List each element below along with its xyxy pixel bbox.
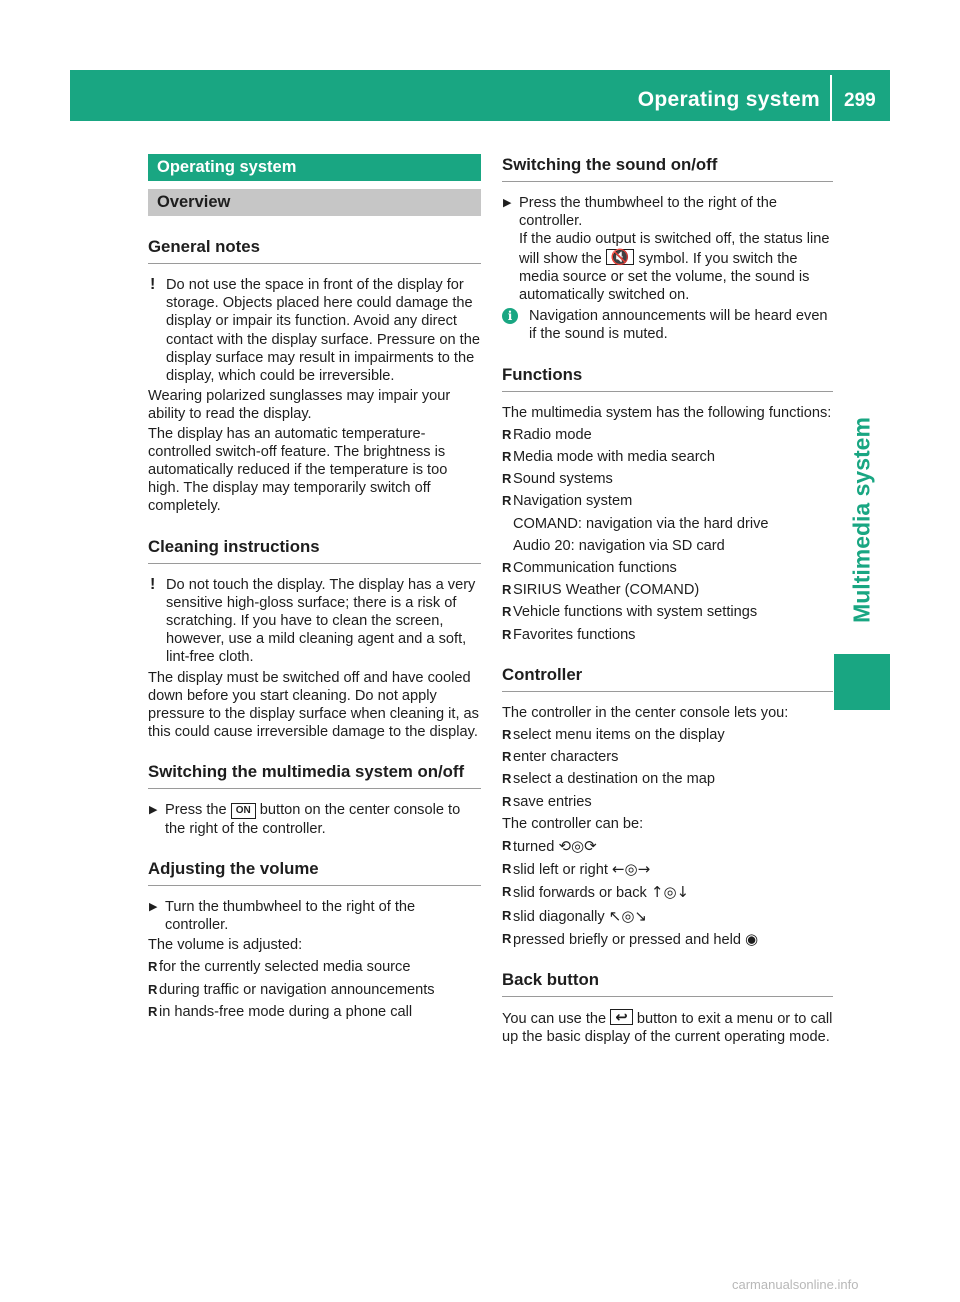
instruction-step: ▶ Press the ON button on the center console to the right of the controller. [149, 802, 461, 837]
bullet-icon: R [502, 884, 512, 900]
list-item: R Media mode with media search [502, 449, 715, 466]
bullet-icon: R [502, 560, 512, 576]
list-item: R enter characters [502, 749, 619, 766]
info-icon: i [502, 308, 518, 324]
controller-list [502, 726, 833, 811]
bullet-icon: R [502, 749, 512, 765]
controller-slide-fb-icon: ↑◎↓ [650, 883, 690, 902]
bullet-icon: R [502, 771, 512, 787]
warning-text: Do not touch the display. The display has a very sensitive high-gloss surface; there is a risk of scratching. If you have to clean the screen, however, use a mild cleaning agent and a soft, lint-free cloth. [166, 576, 476, 666]
list-item: R slid left or right ←◎→ [502, 860, 651, 879]
header-divider [830, 75, 832, 121]
list-item: R save entries [502, 793, 592, 810]
info-note: i Navigation announcements will be heard even if the sound is muted. [502, 307, 833, 343]
warning-icon: ! [150, 276, 156, 293]
list-item: R Vehicle functions with system settings [502, 604, 758, 621]
step-arrow-icon: ▶ [503, 197, 512, 209]
left-column [148, 154, 481, 1025]
list-item: R Sound systems [502, 471, 613, 488]
paragraph: The display must be switched off and have cooled down before you start cleaning. Do not apply pressure to the display surface when cleaning it, as this could cause irreversible damage to the display. [148, 669, 479, 741]
controller-turn-icon: ⟲◎⟳ [558, 837, 597, 856]
bullet-icon: R [502, 907, 512, 923]
list-item: R slid forwards or back ↑◎↓ [502, 883, 690, 902]
bullet-icon: R [502, 471, 512, 487]
list-item: R in hands-free mode during a phone call [148, 1003, 413, 1020]
controller-modes-list [502, 837, 833, 949]
sub-line: COMAND: navigation via the hard drive [513, 515, 769, 532]
heading-back-button: Back button [502, 969, 833, 997]
list-item: R Favorites functions [502, 626, 636, 643]
right-column [502, 154, 833, 1048]
bullet-icon: R [148, 959, 158, 975]
controller-press-icon: ◉ [745, 929, 759, 948]
step-arrow-icon: ▶ [149, 900, 158, 913]
bullet-icon: R [502, 426, 512, 442]
heading-volume: Adjusting the volume [148, 858, 481, 886]
heading-functions: Functions [502, 364, 833, 392]
paragraph: The controller in the center console lets you: [502, 704, 789, 721]
warning-note [148, 276, 481, 385]
warning-icon: ! [150, 575, 156, 593]
functions-list [502, 426, 833, 644]
subsection-title: Overview [148, 189, 481, 216]
bullet-icon: R [502, 582, 512, 598]
bullet-icon: R [502, 930, 512, 946]
heading-sound: Switching the sound on/off [502, 154, 833, 182]
step-arrow-icon: ▶ [149, 804, 158, 817]
bullet-icon: R [502, 793, 512, 809]
list-item: R slid diagonally ↖◎↘ [502, 906, 647, 925]
header-title: Operating system [637, 88, 820, 111]
list-item: R turned ⟲◎⟳ [502, 837, 597, 856]
list-item: R SIRIUS Weather (COMAND) [502, 582, 700, 599]
volume-list [148, 958, 481, 1021]
bullet-icon: R [502, 626, 512, 642]
list-item: R select menu items on the display [502, 727, 725, 744]
on-button-icon: ON [231, 803, 256, 819]
warning-note [148, 576, 481, 667]
page-number: 299 [844, 90, 876, 111]
bullet-icon: R [502, 838, 512, 854]
heading-switching: Switching the multimedia system on/off [148, 761, 481, 789]
paragraph: Wearing polarized sunglasses may impair your ability to read the display. [148, 388, 451, 423]
list-item: R during traffic or navigation announcements [148, 981, 435, 998]
mute-icon: 🔇 [606, 249, 635, 265]
chapter-marker [834, 654, 890, 710]
watermark: carmanualsonline.info [732, 1277, 859, 1292]
sub-line: Audio 20: navigation via SD card [513, 537, 725, 554]
paragraph: You can use the ↩ button to exit a menu or to call up the basic display of the current operating mode. [502, 1008, 833, 1046]
list-item: R Radio mode [502, 426, 592, 443]
list-item: R select a destination on the map [502, 771, 716, 788]
bullet-icon: R [502, 861, 512, 877]
list-item: R for the currently selected media source [148, 959, 411, 976]
paragraph: The multimedia system has the following functions: [502, 404, 832, 421]
controller-slide-lr-icon: ←◎→ [611, 860, 651, 879]
bullet-icon: R [148, 981, 158, 997]
list-item: R Communication functions [502, 560, 677, 577]
chapter-side-tab [834, 400, 890, 640]
controller-diagonal-icon: ↖◎↘ [608, 906, 647, 925]
bullet-icon: R [502, 727, 512, 743]
heading-general-notes: General notes [148, 236, 481, 264]
bullet-icon: R [502, 449, 512, 465]
bullet-icon: R [502, 604, 512, 620]
bullet-icon: R [502, 493, 512, 509]
instruction-step: ▶ Press the thumbwheel to the right of the controller. If the audio output is switched off, the status line will show the 🔇 symbol. If you switch the media source or set the volume, the sound is automatically switched on. [503, 195, 830, 304]
heading-controller: Controller [502, 664, 833, 692]
section-title: Operating system [148, 154, 481, 181]
list-item: R Navigation system COMAND: navigation via the hard drive Audio 20: navigation via SD card [502, 492, 833, 555]
paragraph: The display has an automatic temperature-controlled switch-off feature. The brightness is automatically reduced if the temperature is too high. The display may temporarily switch off completely. [148, 425, 448, 515]
list-item: R pressed briefly or pressed and held ◉ [502, 929, 759, 948]
bullet-icon: R [148, 1003, 158, 1019]
back-button-icon: ↩ [610, 1009, 633, 1025]
warning-text: Do not use the space in front of the display for storage. Objects placed here could damage the display or impair its function. Avoid any direct contact with the display surface. Pressure on the display surface may result in impairments to the display, which could be irreversible. [166, 277, 480, 385]
heading-cleaning: Cleaning instructions [148, 536, 481, 564]
paragraph: The volume is adjusted: [148, 937, 303, 954]
chapter-label: Multimedia system [848, 417, 875, 623]
instruction-step: ▶ Turn the thumbwheel to the right of the controller. [149, 898, 416, 934]
paragraph: The controller can be: [502, 815, 644, 832]
